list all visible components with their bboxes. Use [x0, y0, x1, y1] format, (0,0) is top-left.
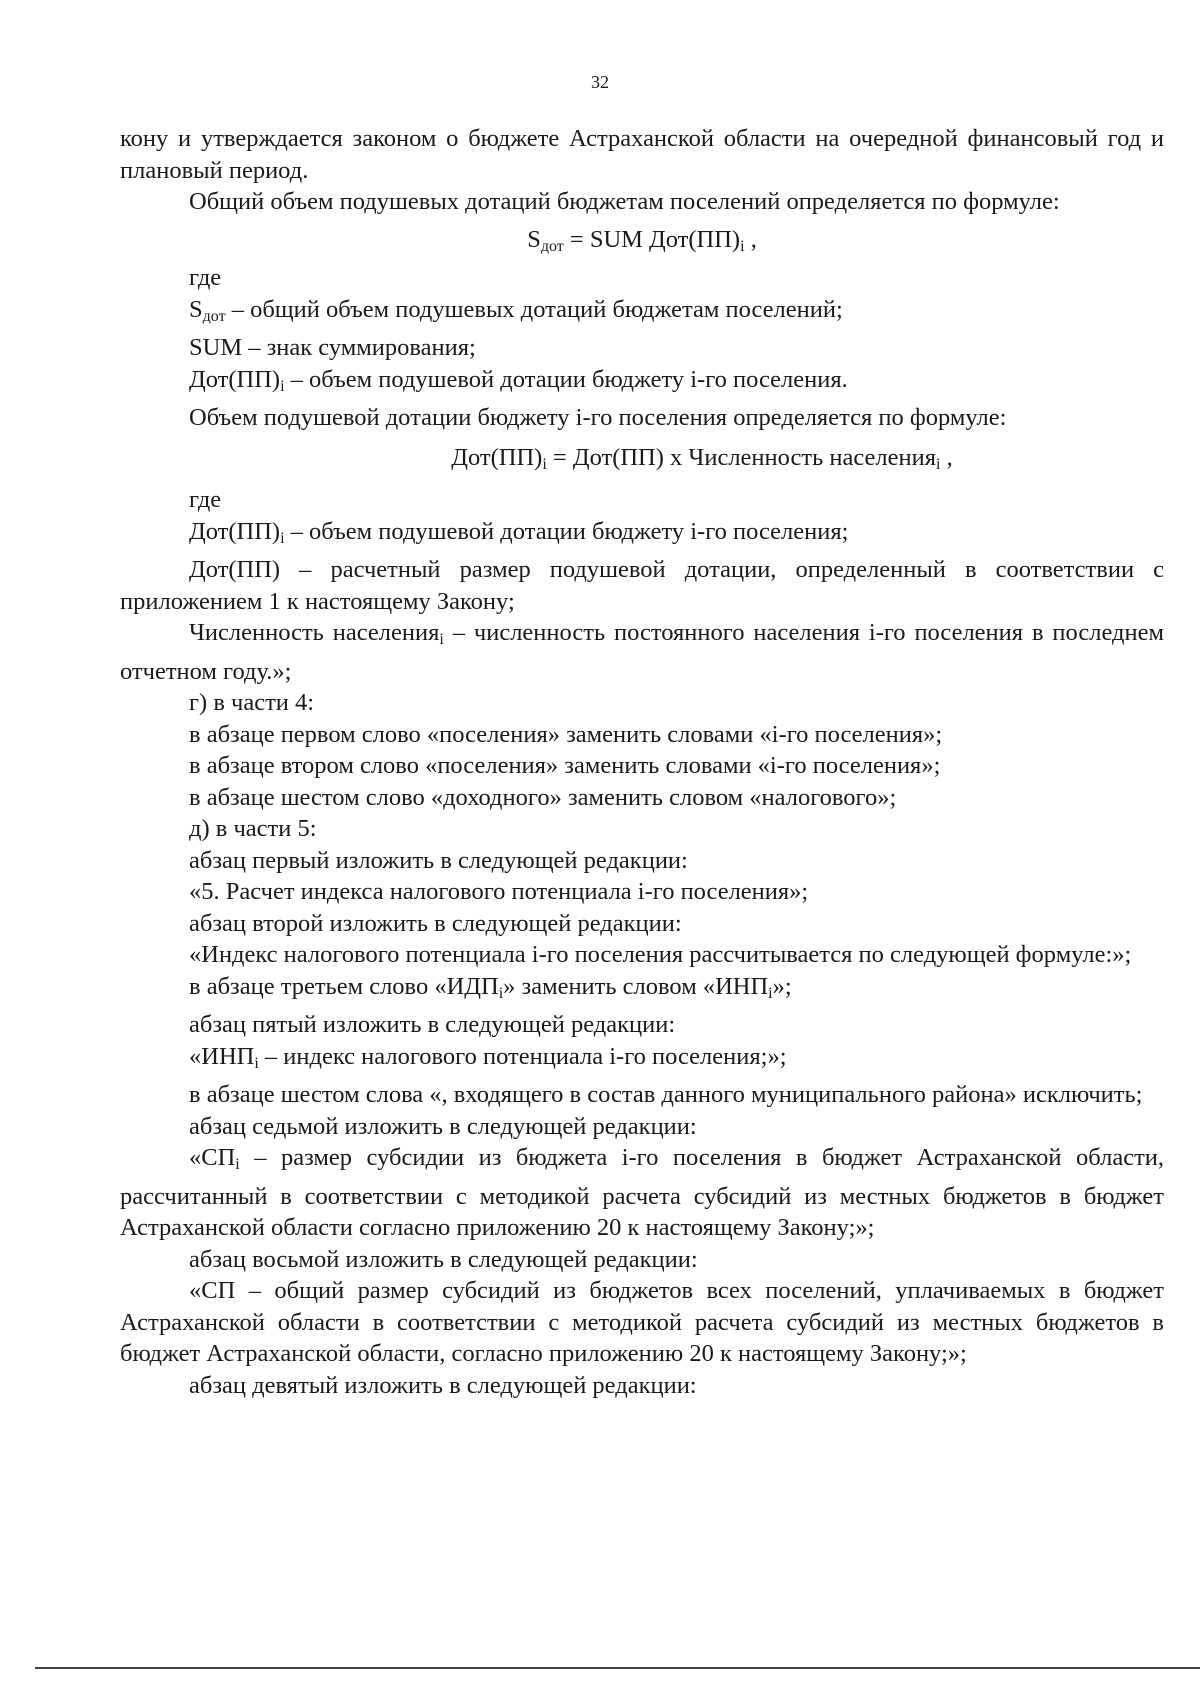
formula-lhs: Дот(ПП) [451, 443, 543, 471]
term: Численность населения [189, 619, 440, 646]
definition [120, 294, 1164, 333]
text-segment: – индекс налогового потенциала i-го поселения;»; [264, 1042, 787, 1070]
paragraph: Общий объем подушевых дотаций бюджетам поселений определяется по формуле: [189, 188, 1060, 215]
term: Дот(ПП) [189, 365, 281, 393]
formula-tail: , [946, 443, 953, 471]
term-subscript: i [768, 984, 773, 1002]
term-subscript: дот [202, 307, 226, 325]
bottom-divider [35, 1667, 1200, 1669]
formula-lhs: S [527, 225, 541, 253]
definition [120, 617, 1164, 687]
paragraph: абзац девятый изложить в следующей редакции: [189, 1371, 697, 1399]
paragraph: «5. Расчет индекса налогового потенциала i-го поселения»; [189, 878, 809, 905]
definition-text: – объем подушевой дотации бюджету i-го поселения; [290, 517, 849, 545]
paragraph: где [189, 264, 222, 291]
definition [120, 516, 1164, 555]
paragraph: д) в части 5: [189, 815, 317, 842]
term: S [189, 295, 203, 323]
paragraph: абзац первый изложить в следующей редакции: [189, 846, 688, 874]
term-subscript: i [498, 984, 504, 1002]
term-subscript: i [280, 377, 285, 395]
formula-rhs: = SUM Дот(ПП) [569, 225, 741, 253]
paragraph: где [189, 486, 222, 513]
definition: Дот(ПП) – расчетный размер подушевой дотации, определенный в соответствии с приложением 1 к настоящему Закону; [120, 556, 1164, 615]
definition-text: – численность постоянного населения i-го поселения в последнем отчетном году.»; [120, 619, 1164, 685]
term: Дот(ПП) [189, 517, 281, 545]
paragraph: в абзаце первом слово «поселения» заменить словами «i-го поселения»; [189, 720, 943, 748]
formula-lhs-subscript: i [542, 455, 547, 473]
formula-lhs-subscript: дот [540, 237, 564, 255]
paragraph: Объем подушевой дотации бюджету i-го поселения определяется по формуле: [189, 404, 1007, 431]
paragraph: абзац пятый изложить в следующей редакции: [189, 1011, 676, 1038]
paragraph: абзац восьмой изложить в следующей редакции: [189, 1245, 698, 1273]
text-segment: «СП [189, 1144, 236, 1171]
formula-per-capita-subsidy [120, 442, 1164, 481]
definition [120, 364, 1164, 403]
formula-total-subsidy [120, 224, 1164, 263]
paragraph [120, 971, 1164, 1010]
paragraph: абзац седьмой изложить в следующей редакции: [189, 1112, 697, 1140]
paragraph: «СП – общий размер субсидий из бюджетов всех поселений, уплачиваемых в бюджет Астраханской области в соответствии с методикой расчета субсидий из местных бюджетов в бюджет Астраханской области, согласно приложению 20 к настоящему Закону;»; [120, 1277, 1164, 1367]
definition: SUM – знак суммирования; [189, 334, 476, 361]
formula-tail: , [750, 225, 757, 253]
document-body [120, 123, 1164, 1401]
paragraph: в абзаце шестом слова «, входящего в состав данного муниципального района» исключить; [189, 1081, 1143, 1108]
paragraph [120, 1041, 1164, 1080]
paragraph: в абзаце шестом слово «доходного» заменить словом «налогового»; [189, 783, 897, 811]
text-segment: «ИНП [189, 1042, 255, 1070]
formula-rhs: = Дот(ПП) х Численность населения [552, 443, 937, 471]
page-number: 32 [591, 72, 609, 92]
paragraph: в абзаце втором слово «поселения» заменить словами «i-го поселения»; [189, 752, 941, 779]
paragraph: кону и утверждается законом о бюджете Астраханской области на очередной финансовый год и плановый период. [120, 125, 1164, 184]
paragraph: «Индекс налогового потенциала i-го поселения рассчитывается по следующей формуле:»; [189, 941, 1132, 968]
term-subscript: i [439, 631, 444, 648]
definition-text: – объем подушевой дотации бюджету i-го поселения. [290, 365, 848, 393]
text-segment: в абзаце третьем слово «ИДП [189, 972, 499, 1000]
formula-rhs-subscript: i [936, 455, 941, 473]
paragraph: абзац второй изложить в следующей редакции: [189, 909, 682, 937]
term-subscript: i [254, 1054, 259, 1072]
text-segment: – размер субсидии из бюджета i-го поселения в бюджет Астраханской области, рассчитанный в соответствии с методикой расчета субсидий из местных бюджетов в бюджет Астраханской области согласно приложению 20 к настоящему Закону;»; [120, 1144, 1165, 1241]
text-segment: »; [772, 972, 792, 1000]
text-segment: » заменить словом «ИНП [503, 972, 769, 1000]
definition-text: – общий объем подушевых дотаций бюджетам поселений; [231, 295, 843, 323]
paragraph: г) в части 4: [189, 689, 315, 716]
term-subscript: i [280, 529, 285, 547]
formula-rhs-subscript: i [740, 237, 745, 255]
term-subscript: i [235, 1156, 240, 1173]
paragraph [120, 1142, 1164, 1244]
